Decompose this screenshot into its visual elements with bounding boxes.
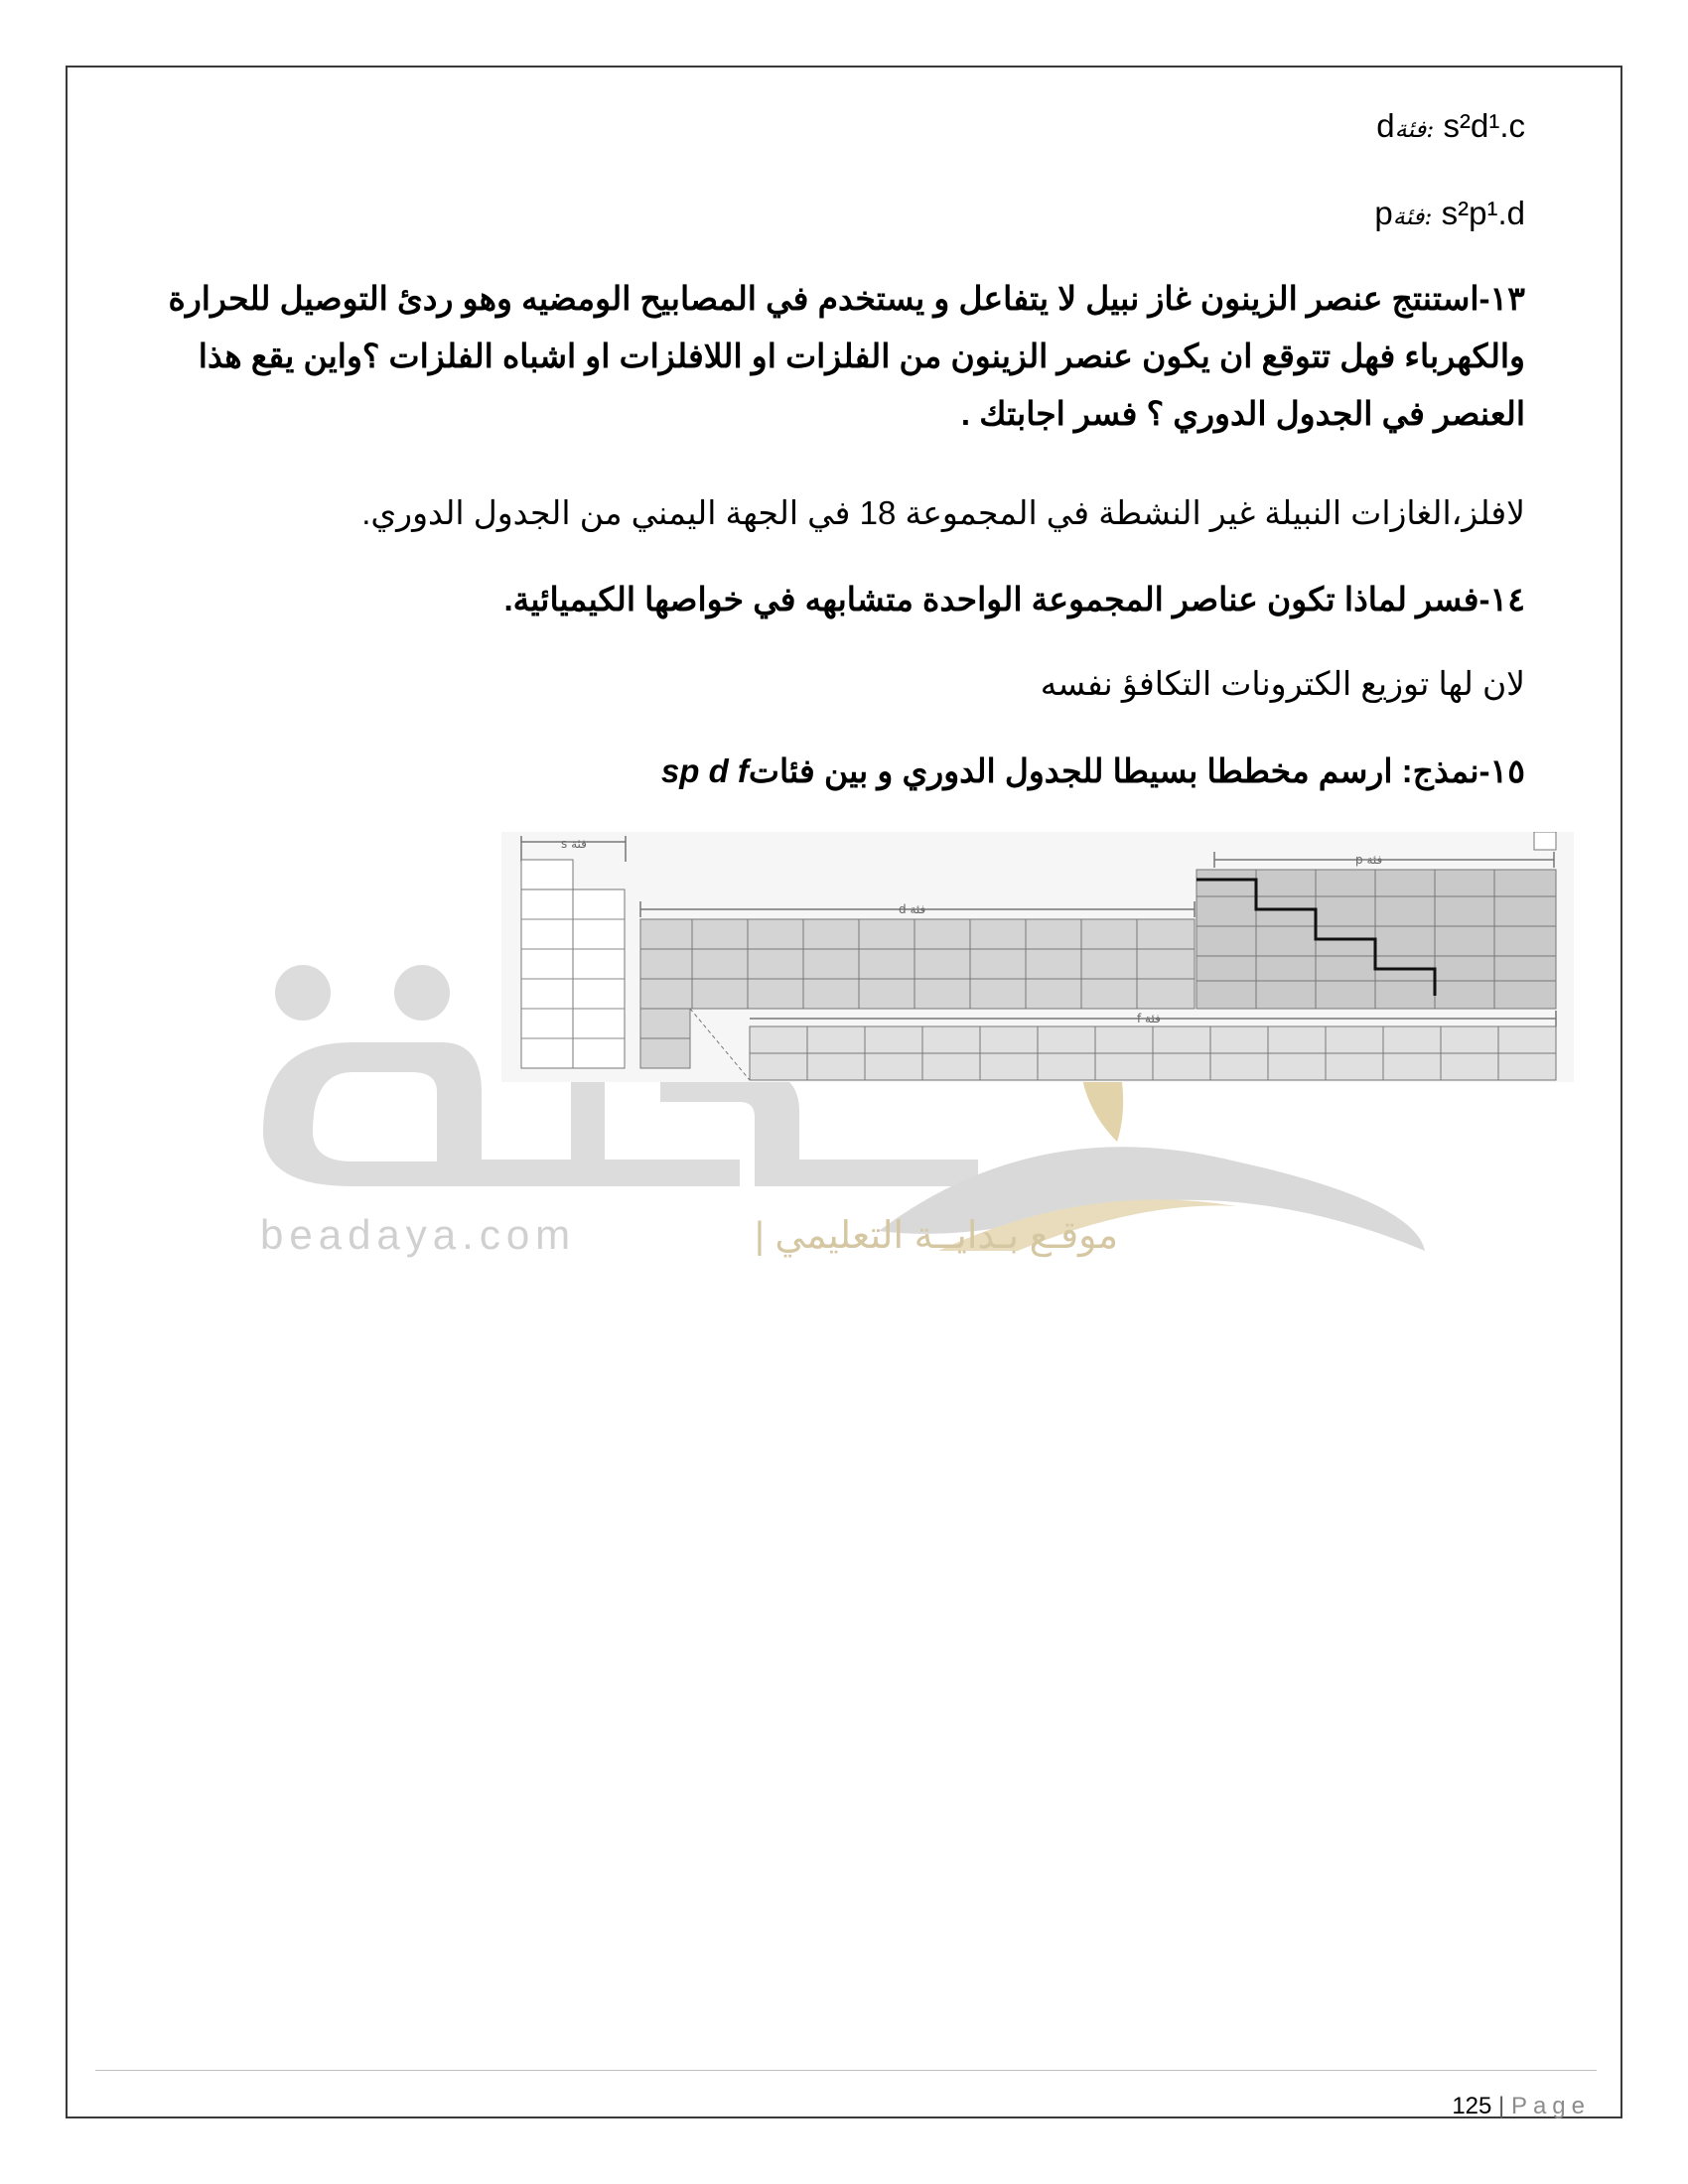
question-15-blocks: sp d f: [660, 752, 749, 789]
answer-c-config: s²d¹: [1443, 107, 1500, 144]
p-block: [1196, 870, 1556, 1009]
s-block: [521, 860, 625, 1068]
answer-14: لان لها توزيع الكترونات التكافؤ نفسه: [1040, 665, 1525, 702]
question-15-text: ١٥-نمذج: ارسم مخططا بسيطا للجدول الدوري و بين فئات: [748, 752, 1525, 789]
he-cell: [1534, 832, 1556, 850]
footer-separator: |: [1498, 2093, 1505, 2119]
question-15: [661, 743, 1525, 800]
answer-d-label: .d: [1497, 195, 1525, 231]
watermark-arabic: موقـع بـدايــة التعليمي |: [755, 1215, 1119, 1257]
answer-d: [1374, 195, 1525, 232]
answer-c-fae: فئة:: [1394, 115, 1435, 143]
question-13: ١٣-استنتج عنصر الزينون غاز نبيل لا يتفاعل و يستخدم في المصابيح الومضيه وهو ردئ التوصيل للحرارة والكهرباء فهل تتوقع ان يكون عنصر الزينون من الفلزات او اللافلزات او اشباه الفلزات ؟واين يقع هذا العنصر في الجدول الدوري ؟ فسر اجابتك .: [168, 280, 1525, 432]
periodic-table-diagram: [501, 832, 1574, 1082]
answer-c-block: d: [1376, 107, 1395, 144]
f-block-label: f فئة: [1137, 1012, 1161, 1025]
d-block-label: d فئة: [899, 902, 926, 916]
f-block: [750, 1026, 1556, 1080]
question-14: ١٤-فسر لماذا تكون عناصر المجموعة الواحدة متشابهه في خواصها الكيميائية.: [503, 581, 1525, 617]
answer-c-label: .c: [1499, 107, 1525, 144]
answer-d-fae: فئة:: [1392, 203, 1433, 230]
answer-d-block: p: [1374, 195, 1393, 231]
s-block-label: s فئة: [561, 837, 587, 851]
answer-13: لافلز،الغازات النبيلة غير النشطة في المجموعة 18 في الجهة اليمني من الجدول الدوري.: [361, 494, 1525, 531]
page-footer: [1452, 2093, 1591, 2120]
p-block-label: p فئة: [1355, 853, 1383, 867]
answer-c: [1376, 107, 1525, 145]
page-word: Page: [1510, 2093, 1591, 2119]
answer-d-config: s²p¹: [1441, 195, 1498, 231]
page-number: 125: [1452, 2093, 1492, 2119]
watermark-latin: beadaya.com: [260, 1211, 577, 1258]
footer-rule: [95, 2070, 1597, 2071]
